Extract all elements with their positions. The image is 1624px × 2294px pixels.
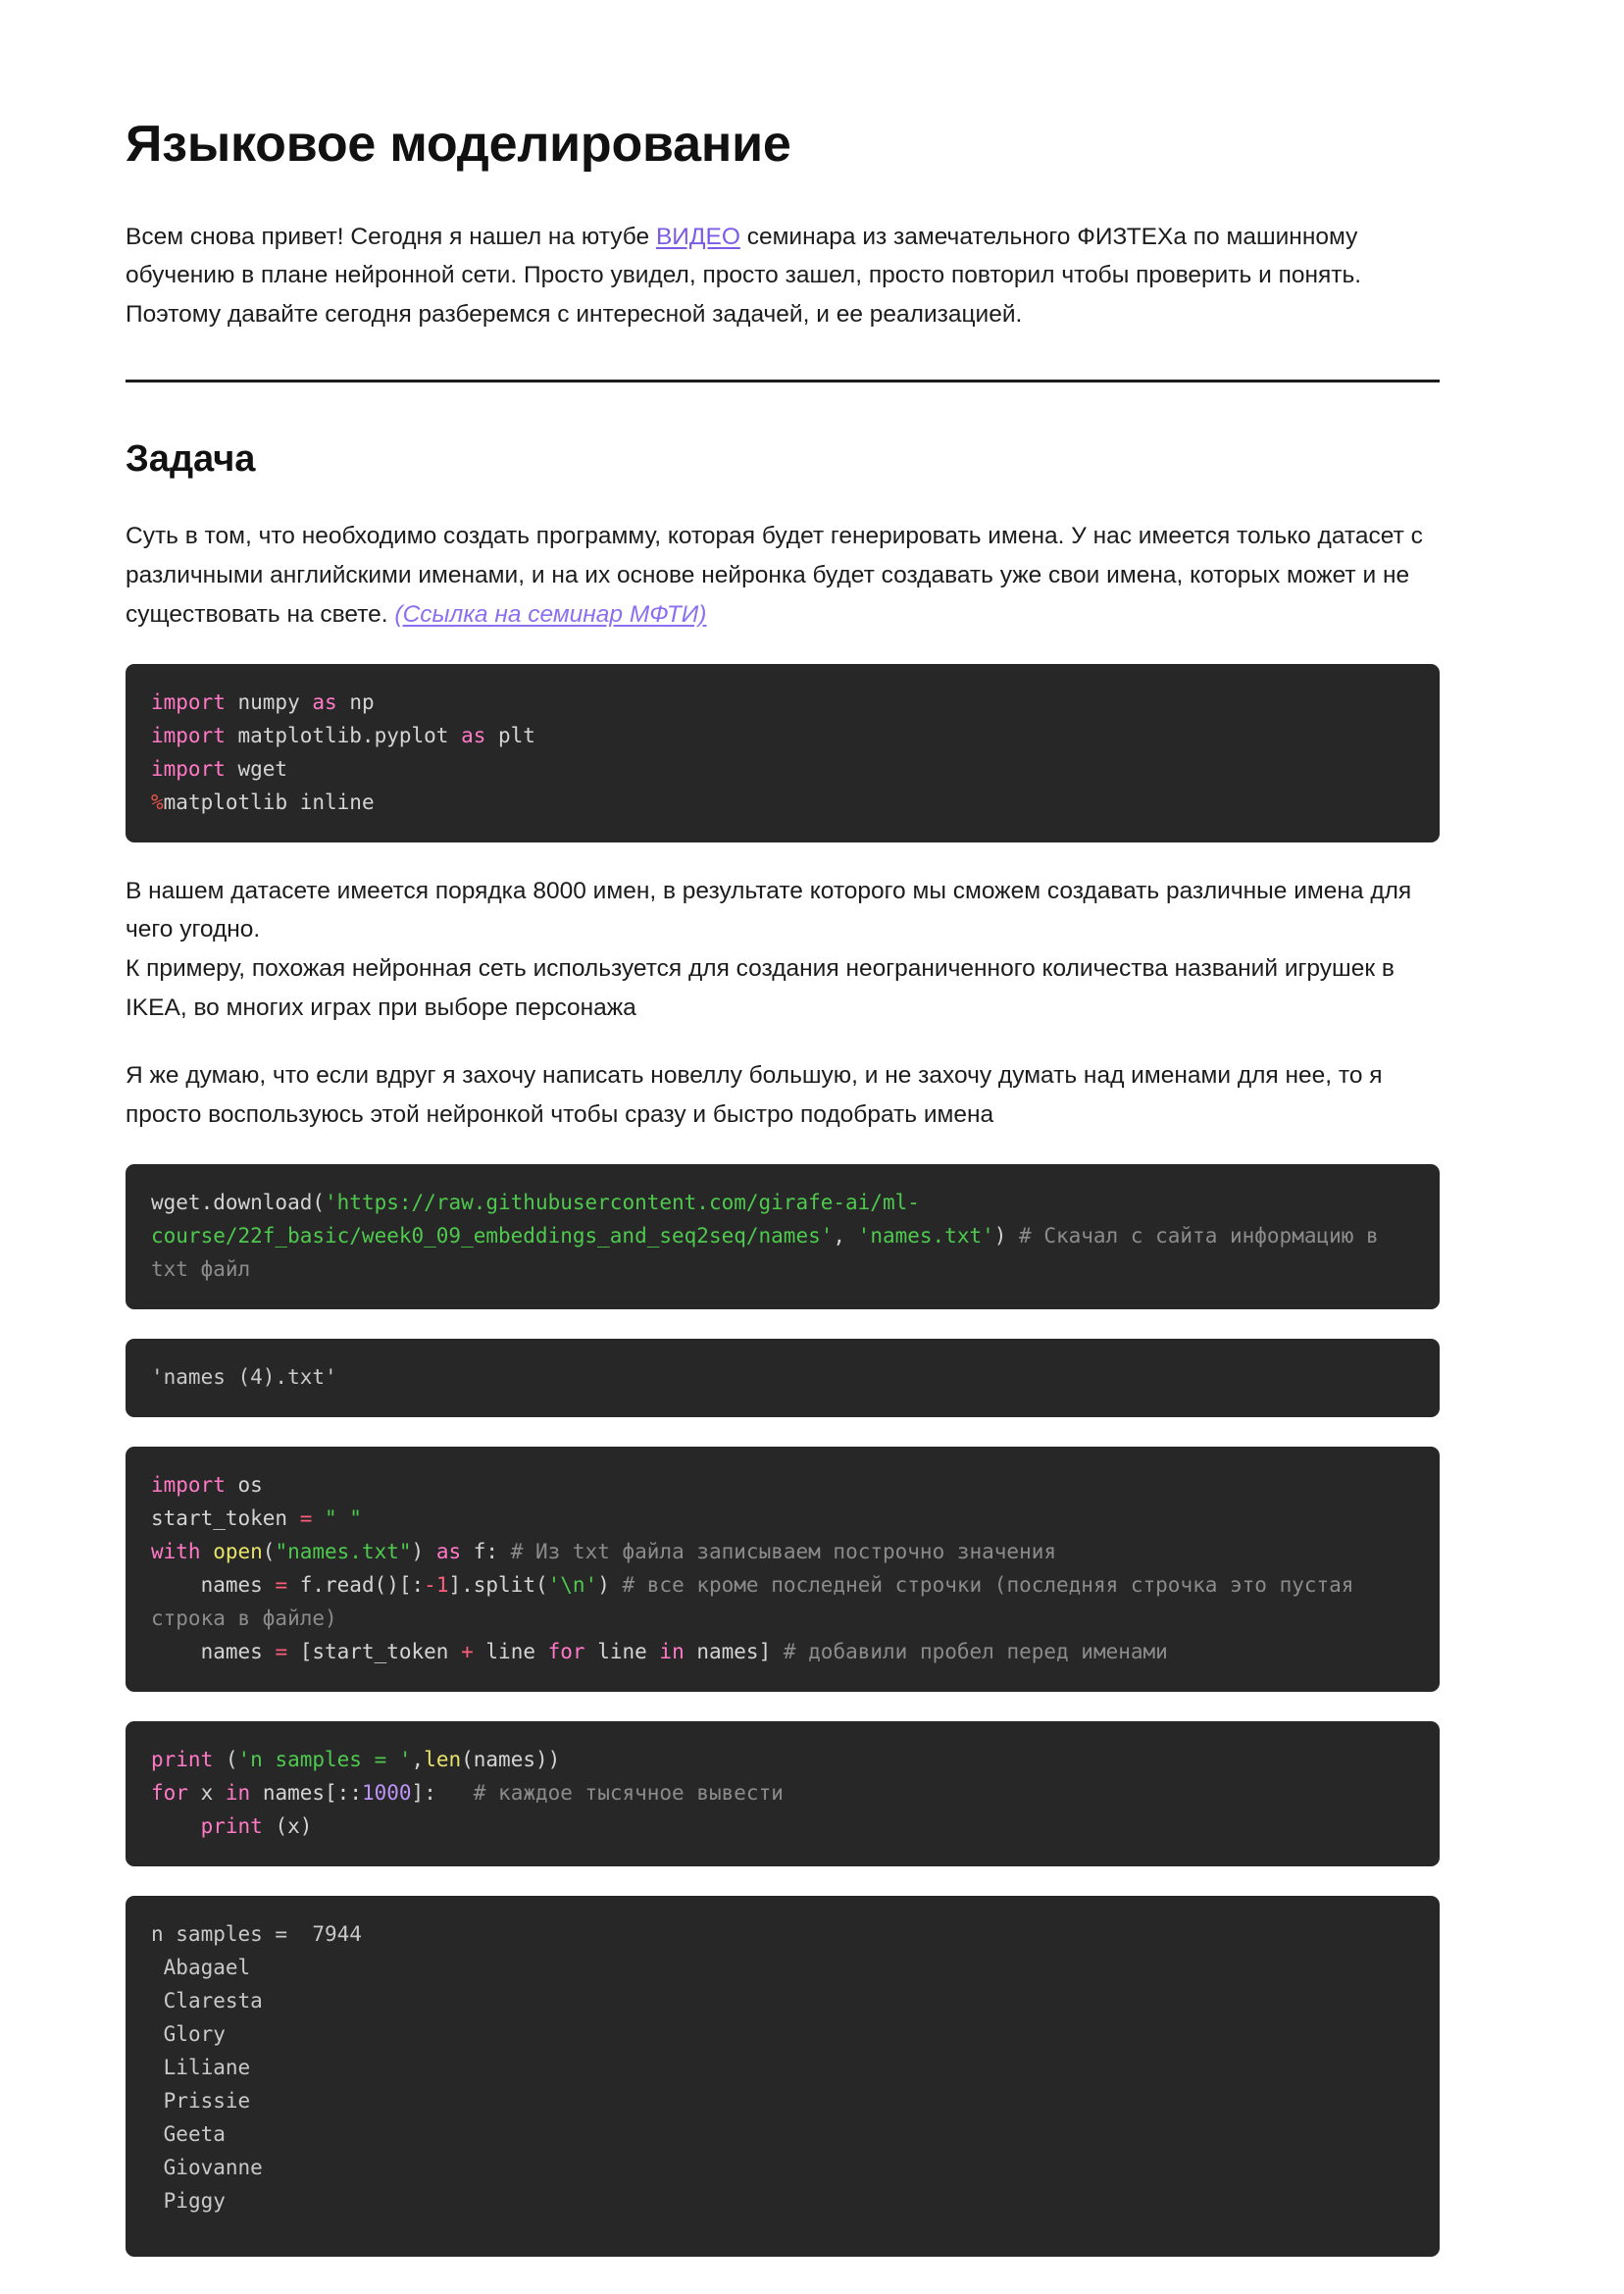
code-token-plain: (x) [262,1813,313,1838]
output-line-header: n samples = 7944 [151,1921,362,1946]
code-token-comment: # добавили пробел перед именами [771,1639,1168,1663]
output-line: 'names (4).txt' [151,1364,337,1389]
code-block-print-names[interactable] [126,1721,1440,1866]
code-token-plain: matplotlib.pyplot [225,723,462,747]
code-line [151,686,1414,719]
ikea-text: К примеру, похожая нейронная сеть используется для создания неограниченного количества названий игрушек в IKEA, во многих играх при выборе персонажа [126,954,1395,1021]
code-line [151,1776,1414,1810]
code-token-plain: names] [684,1639,772,1663]
code-token-keyword: import [151,689,226,714]
code-token-keyword: print [151,1747,214,1771]
code-token-plain: f: [461,1539,499,1563]
code-token-plain: ]: [411,1780,436,1805]
code-token-operator: = [275,1639,288,1663]
code-block-wget-download[interactable] [126,1164,1440,1309]
novella-paragraph: Я же думаю, что если вдруг я захочу написать новеллу большую, и не захочу думать над именами для нее, то я просто воспользуюсь этой нейронкой чтобы сразу и быстро подобрать имена [126,1062,1383,1129]
code-token-comment: # Скачал с сайта информацию в txt файл [151,1223,1392,1281]
code-token-string: '\n' [547,1572,598,1597]
page-title: Языковое моделирование [126,116,791,173]
intro-paragraph [126,218,1438,334]
dataset-size-paragraph [126,872,1438,1028]
code-token-plain: numpy [225,689,313,714]
code-line [151,786,1414,819]
code-token-keyword: as [435,1539,462,1563]
output-block-names [126,1896,1440,2257]
code-token-plain: ) [597,1572,610,1597]
seminar-link[interactable]: (Ссылка на семинар МФТИ) [394,600,707,628]
code-token-plain: x [187,1780,226,1805]
code-token-number: -1 [424,1572,449,1597]
code-token-keyword: in [659,1639,685,1663]
code-token-string: 'https://raw.githubusercontent.com/girafe-ai/ml-course/22f_basic/week0_09_embeddings_and_seq2seq/names' [151,1190,920,1248]
code-token-plain: names[:: [250,1780,362,1805]
output-line-name: Liliane [151,2055,251,2079]
code-token-keyword: import [151,1472,226,1497]
horizontal-divider [126,380,1440,382]
code-line [151,1810,1414,1843]
code-token-operator: = [275,1572,288,1597]
code-token-builtin: len [424,1747,462,1771]
output-block-wget [126,1339,1440,1417]
video-link[interactable]: ВИДЕО [655,223,740,250]
code-line [151,719,1414,752]
code-token-operator: = [299,1505,313,1530]
code-token-plain: ( [213,1747,238,1771]
code-token-string: " " [312,1505,362,1530]
output-line-name: Glory [151,2021,226,2046]
code-token-plain: names [151,1572,276,1597]
code-token-plain: np [336,689,375,714]
code-token-keyword: for [151,1780,188,1805]
code-token-plain: wget.download( [151,1190,326,1214]
output-line-name: Geeta [151,2122,226,2146]
code-token-plain: names [151,1639,276,1663]
output-line-name: Prissie [151,2088,251,2113]
code-token-plain: ( [262,1539,276,1563]
code-token-keyword: in [225,1780,251,1805]
code-token-plain: ].split( [448,1572,548,1597]
code-token-plain: (names)) [461,1747,561,1771]
code-token-plain: start_token [151,1505,300,1530]
code-token-keyword: as [461,723,486,747]
code-token-plain: , [411,1747,425,1771]
code-token-magic: % [151,790,164,814]
code-token-builtin: open [200,1539,263,1563]
code-token-plain: f.read()[: [287,1572,425,1597]
code-token-keyword: for [547,1639,585,1663]
code-token-plain: os [225,1472,263,1497]
code-token-plain: line [473,1639,548,1663]
code-token-plain: [start_token [287,1639,462,1663]
code-token-plain: , [833,1223,858,1248]
code-token-string: 'names.txt' [857,1223,994,1248]
code-token-plain: matplotlib inline [163,790,375,814]
code-token-string: "names.txt" [275,1539,412,1563]
code-line [151,1635,1414,1668]
intro-text-after-link: семинара из замечательного ФИЗТЕХа по машинному обучению в плане нейронной сети. Просто увидел, просто зашел, просто повторил чтобы проверить и понять. Поэтому давайте сегодня разберемся с интересной задачей, и ее реализацией. [126,223,1362,329]
code-token-plain: line [584,1639,660,1663]
intro-text-before-link: Всем снова привет! Сегодня я нашел на ютубе [126,223,656,250]
code-token-keyword: print [200,1813,263,1838]
code-line [151,752,1414,786]
code-token-keyword: import [151,756,226,781]
code-token-comment: # все кроме последней строчки (последняя строчка это пустая строка в файле) [151,1572,1367,1630]
code-token-number: 1000 [361,1780,412,1805]
code-token-operator: + [461,1639,474,1663]
code-line [151,1502,1414,1535]
code-line [151,1743,1414,1776]
code-token-plain [151,1814,201,1838]
code-block-imports[interactable] [126,664,1440,842]
code-line [151,1186,1414,1286]
task-text: Суть в том, что необходимо создать программу, которая будет генерировать имена. У нас имеется только датасет с различными английскими именами, и на их основе нейронка будет создавать уже свои имена, которых может и не существовать на свете. [126,523,1423,628]
code-token-plain: ) [411,1539,436,1563]
output-line-name: Giovanne [151,2156,263,2180]
code-token-string: 'n samples = ' [237,1747,412,1771]
output-line-name: Claresta [151,1988,263,2013]
code-token-plain: wget [225,756,288,781]
output-line-name: Piggy [151,2189,226,2214]
code-line [151,1468,1414,1502]
dataset-size-text: В нашем датасете имеется порядка 8000 имен, в результате которого мы сможем создавать различные имена для чего угодно. [126,877,1412,943]
code-token-keyword: import [151,723,226,747]
code-line [151,1535,1414,1568]
code-token-plain: plt [485,723,535,747]
code-line [151,1568,1414,1635]
code-token-keyword: with [151,1539,201,1563]
task-paragraph [126,517,1438,634]
code-token-comment: # каждое тысячное вывести [435,1780,784,1805]
code-token-keyword: as [312,689,337,714]
section-heading-task: Задача [126,437,256,480]
code-token-comment: # Из txt файла записываем построчно значения [498,1539,1057,1563]
output-line-name: Abagael [151,1955,251,1979]
code-token-plain: ) [993,1223,1007,1248]
code-block-read-file[interactable] [126,1447,1440,1692]
